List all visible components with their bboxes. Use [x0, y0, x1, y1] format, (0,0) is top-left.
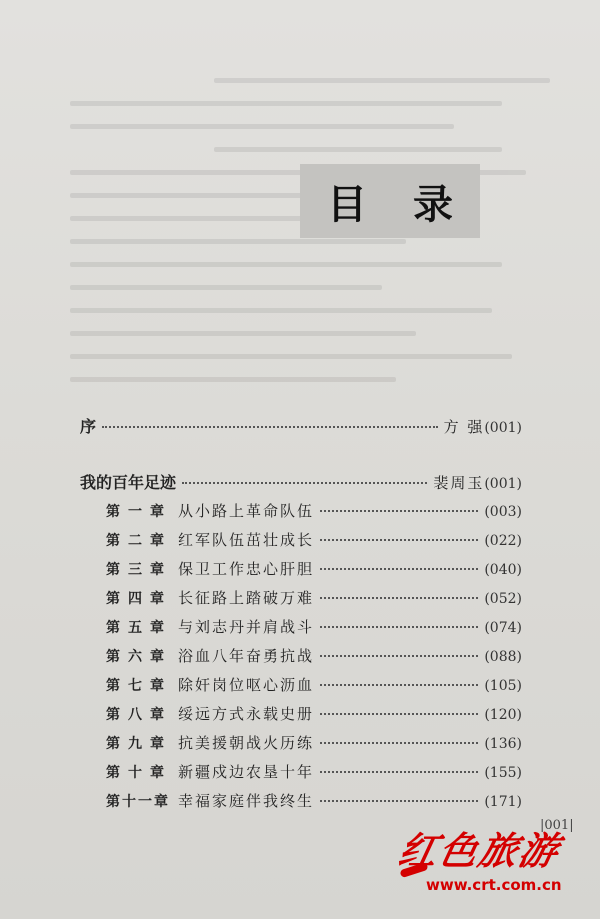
toc-chapter-9[interactable] [106, 732, 522, 753]
watermark-brand: 红色旅游 [394, 828, 565, 873]
toc-chapter-5[interactable] [106, 616, 522, 637]
dot-leader [320, 626, 478, 628]
chapter-page: (052) [484, 591, 522, 607]
chapter-title: 长征路上踏破万难 [178, 589, 315, 607]
chapter-number: 第一章 [106, 504, 172, 520]
toc-chapter-2[interactable] [106, 529, 522, 550]
page-folio: |001| [540, 818, 574, 833]
chapter-page: (088) [484, 649, 522, 665]
chapter-number: 第九章 [106, 736, 172, 752]
chapter-page: (022) [484, 533, 522, 549]
dot-leader [320, 568, 478, 570]
chapter-title: 绥远方式永载史册 [178, 705, 315, 723]
toc-chapter-3[interactable] [106, 558, 522, 579]
toc-chapter-11[interactable] [106, 790, 522, 811]
chapter-number: 第十章 [106, 765, 172, 781]
toc-entry-label: 我的百年足迹 [80, 473, 177, 492]
chapter-number: 第二章 [106, 533, 172, 549]
chapter-title: 除奸岗位呕心沥血 [178, 676, 315, 694]
chapter-page: (120) [484, 707, 522, 723]
toc-chapter-1[interactable] [106, 500, 522, 521]
chapter-number: 第七章 [106, 678, 172, 694]
chapter-number: 第十一章 [106, 794, 170, 810]
toc-entry-preface[interactable] [80, 414, 522, 437]
dot-leader [320, 539, 478, 541]
dot-leader [102, 426, 438, 428]
toc-chapter-4[interactable] [106, 587, 522, 608]
chapter-number: 第六章 [106, 649, 172, 665]
dot-leader [320, 742, 478, 744]
chapter-title: 新疆戍边农垦十年 [178, 763, 315, 781]
chapter-page: (105) [484, 678, 522, 694]
chapter-title: 从小路上革命队伍 [178, 502, 315, 520]
chapter-number: 第四章 [106, 591, 172, 607]
chapter-title: 与刘志丹并肩战斗 [178, 618, 315, 636]
dot-leader [320, 713, 478, 715]
chapter-page: (155) [484, 765, 522, 781]
chapter-page: (136) [484, 736, 522, 752]
chapter-title: 红军队伍茁壮成长 [178, 531, 315, 549]
watermark-url: www.crt.com.cn [426, 876, 562, 894]
toc-heading: 目 录 [327, 181, 469, 228]
toc-chapter-10[interactable] [106, 761, 522, 782]
toc-chapter-8[interactable] [106, 703, 522, 724]
chapter-page: (171) [484, 794, 522, 810]
dot-leader [320, 510, 478, 512]
chapter-number: 第三章 [106, 562, 172, 578]
chapter-title: 浴血八年奋勇抗战 [178, 647, 315, 665]
chapter-page: (074) [484, 620, 522, 636]
chapter-title: 保卫工作忠心肝胆 [178, 560, 315, 578]
toc-chapter-7[interactable] [106, 674, 522, 695]
toc-entry-label: 序 [80, 417, 97, 436]
dot-leader [320, 771, 478, 773]
chapter-page: (040) [484, 562, 522, 578]
toc-chapter-6[interactable] [106, 645, 522, 666]
toc-entry-page: (001) [484, 420, 522, 436]
dot-leader [320, 597, 478, 599]
site-watermark [394, 820, 580, 910]
chapter-title: 抗美援朝战火历练 [178, 734, 315, 752]
toc-entry-author: 裴周玉 [433, 474, 485, 492]
chapter-page: (003) [484, 504, 522, 520]
chapter-title: 幸福家庭伴我终生 [178, 792, 315, 810]
toc-entry-author: 方 强 [443, 418, 485, 436]
dot-leader [320, 655, 478, 657]
chapter-number: 第五章 [106, 620, 172, 636]
dot-leader [320, 800, 478, 802]
chapter-number: 第八章 [106, 707, 172, 723]
dot-leader [182, 482, 427, 484]
toc-entry-memoir[interactable] [80, 470, 522, 493]
toc-entry-page: (001) [484, 476, 522, 492]
dot-leader [320, 684, 478, 686]
toc-heading-box [300, 164, 480, 238]
